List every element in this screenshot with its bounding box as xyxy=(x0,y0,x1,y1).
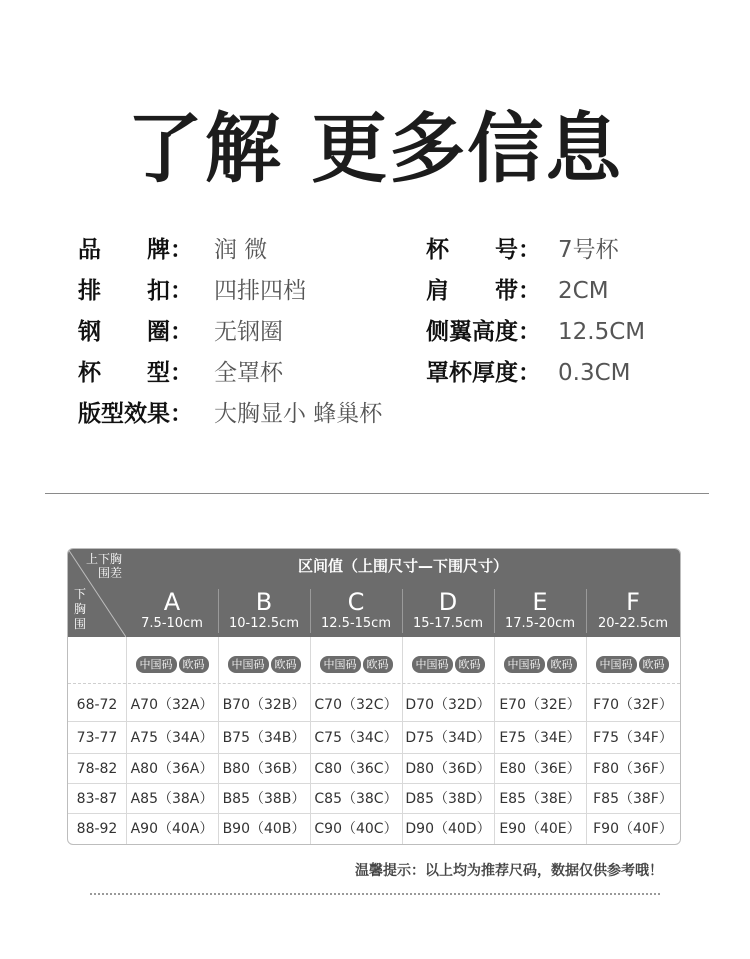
size-cell: C80（36C） xyxy=(314,761,398,777)
size-cell: D80（36D） xyxy=(405,761,491,777)
spec-wing-height xyxy=(426,314,645,350)
band-cell: 88-92 xyxy=(76,821,118,837)
band-cell: 68-72 xyxy=(76,697,118,713)
size-cell: A90（40A） xyxy=(130,821,214,837)
cup-letter: E xyxy=(532,588,548,616)
badge-china-size: 中国码 xyxy=(412,656,453,673)
cup-range: 12.5-15cm xyxy=(321,616,391,631)
size-cell: E80（36E） xyxy=(499,761,581,777)
badge-china-size: 中国码 xyxy=(504,656,545,673)
spec-cup-thickness xyxy=(426,355,630,391)
size-cell: C70（32C） xyxy=(314,697,398,713)
cup-header-b xyxy=(218,583,310,637)
cup-letter: F xyxy=(626,588,640,616)
size-cell: E75（34E） xyxy=(499,730,581,746)
size-tip-note: 温馨提示：以上均为推荐尺码，数据仅供参考哦！ xyxy=(355,863,663,879)
spec-wire xyxy=(78,314,283,350)
header-separator xyxy=(310,589,311,633)
band-cell: 83-87 xyxy=(76,791,118,807)
cup-letter: C xyxy=(347,588,365,616)
badge-china-size: 中国码 xyxy=(228,656,269,673)
range-header: 区间值（上围尺寸—下围尺寸） xyxy=(126,549,680,583)
spec-cup-type xyxy=(78,355,283,391)
size-cell: D75（34D） xyxy=(405,730,491,746)
spec-label: 品 牌： xyxy=(78,237,193,263)
badge-group xyxy=(218,656,310,673)
size-cell: A80（36A） xyxy=(130,761,214,777)
size-cell: B85（38B） xyxy=(222,791,306,807)
section-divider xyxy=(45,493,709,494)
badge-group xyxy=(586,656,678,673)
size-cell: E90（40E） xyxy=(499,821,581,837)
band-cell: 78-82 xyxy=(76,761,118,777)
cup-range: 17.5-20cm xyxy=(505,616,575,631)
size-cell: C90（40C） xyxy=(314,821,398,837)
spec-strap xyxy=(426,273,609,309)
spec-value: 12.5CM xyxy=(558,319,646,345)
size-cell: F85（38F） xyxy=(593,791,673,807)
size-cell: B75（34B） xyxy=(222,730,306,746)
size-cell: D85（38D） xyxy=(405,791,491,807)
size-cell: C75（34C） xyxy=(314,730,398,746)
header-separator xyxy=(494,589,495,633)
spec-label: 杯 型： xyxy=(78,360,193,386)
spec-value: 0.3CM xyxy=(558,360,631,386)
cup-header-f xyxy=(586,583,680,637)
row-divider xyxy=(68,721,680,722)
spec-label: 钢 圈： xyxy=(78,319,193,345)
size-cell: B80（36B） xyxy=(222,761,306,777)
header-separator xyxy=(218,589,219,633)
spec-label: 侧翼高度： xyxy=(426,319,541,345)
cup-header-c xyxy=(310,583,402,637)
size-cell: A85（38A） xyxy=(130,791,214,807)
badge-eu-size: 欧码 xyxy=(455,656,485,673)
size-chart-table xyxy=(67,548,681,845)
page-title: 了解 更多信息 xyxy=(126,104,624,193)
cup-range: 15-17.5cm xyxy=(413,616,483,631)
badge-group xyxy=(126,656,218,673)
cup-letter: D xyxy=(438,588,458,616)
size-cell: B90（40B） xyxy=(222,821,306,837)
size-cell: F80（36F） xyxy=(593,761,673,777)
size-cell: D70（32D） xyxy=(405,697,491,713)
spec-label: 杯 号： xyxy=(426,237,541,263)
badge-group xyxy=(494,656,586,673)
cup-header-e xyxy=(494,583,586,637)
spec-label: 版型效果： xyxy=(78,401,193,427)
cup-letter: A xyxy=(163,588,181,616)
badge-eu-size: 欧码 xyxy=(271,656,301,673)
badge-eu-size: 欧码 xyxy=(179,656,209,673)
cup-header-a xyxy=(126,583,218,637)
size-cell: E70（32E） xyxy=(499,697,581,713)
spec-value: 四排四档 xyxy=(214,278,306,304)
badge-eu-size: 欧码 xyxy=(639,656,669,673)
size-cell: E85（38E） xyxy=(499,791,581,807)
cup-header-d xyxy=(402,583,494,637)
cup-range: 7.5-10cm xyxy=(141,616,203,631)
size-cell: F70（32F） xyxy=(593,697,673,713)
spec-label: 肩 带： xyxy=(426,278,541,304)
band-cell: 73-77 xyxy=(76,730,118,746)
cup-range: 10-12.5cm xyxy=(229,616,299,631)
bottom-dotted-divider xyxy=(90,893,660,895)
badge-divider xyxy=(68,683,680,684)
spec-label: 罩杯厚度： xyxy=(426,360,541,386)
badge-china-size: 中国码 xyxy=(136,656,177,673)
badge-china-size: 中国码 xyxy=(596,656,637,673)
badge-china-size: 中国码 xyxy=(320,656,361,673)
spec-value: 无钢圈 xyxy=(214,319,283,345)
spec-label: 排 扣： xyxy=(78,278,193,304)
spec-clasp xyxy=(78,273,306,309)
spec-value: 大胸显小 蜂巢杯 xyxy=(214,401,383,427)
spec-fit-effect xyxy=(78,396,382,432)
size-cell: B70（32B） xyxy=(222,697,306,713)
size-cell: A75（34A） xyxy=(130,730,214,746)
size-cell: C85（38C） xyxy=(314,791,398,807)
corner-top-label: 上下胸围差 xyxy=(86,552,123,580)
badge-group xyxy=(310,656,402,673)
spec-value: 润 微 xyxy=(214,237,268,263)
spec-value: 全罩杯 xyxy=(214,360,283,386)
cup-letter: B xyxy=(255,588,273,616)
spec-value: 7号杯 xyxy=(558,237,619,263)
spec-cup-number xyxy=(426,232,619,268)
size-cell: A70（32A） xyxy=(130,697,214,713)
cup-range: 20-22.5cm xyxy=(598,616,668,631)
spec-brand xyxy=(78,232,267,268)
table-corner-header xyxy=(68,549,126,637)
badge-group xyxy=(402,656,494,673)
size-cell: D90（40D） xyxy=(405,821,491,837)
spec-value: 2CM xyxy=(558,278,609,304)
corner-side-label: 下胸围 xyxy=(74,587,87,631)
badge-eu-size: 欧码 xyxy=(363,656,393,673)
header-separator xyxy=(586,589,587,633)
size-cell: F75（34F） xyxy=(593,730,673,746)
header-separator xyxy=(402,589,403,633)
badge-eu-size: 欧码 xyxy=(547,656,577,673)
size-cell: F90（40F） xyxy=(593,821,673,837)
